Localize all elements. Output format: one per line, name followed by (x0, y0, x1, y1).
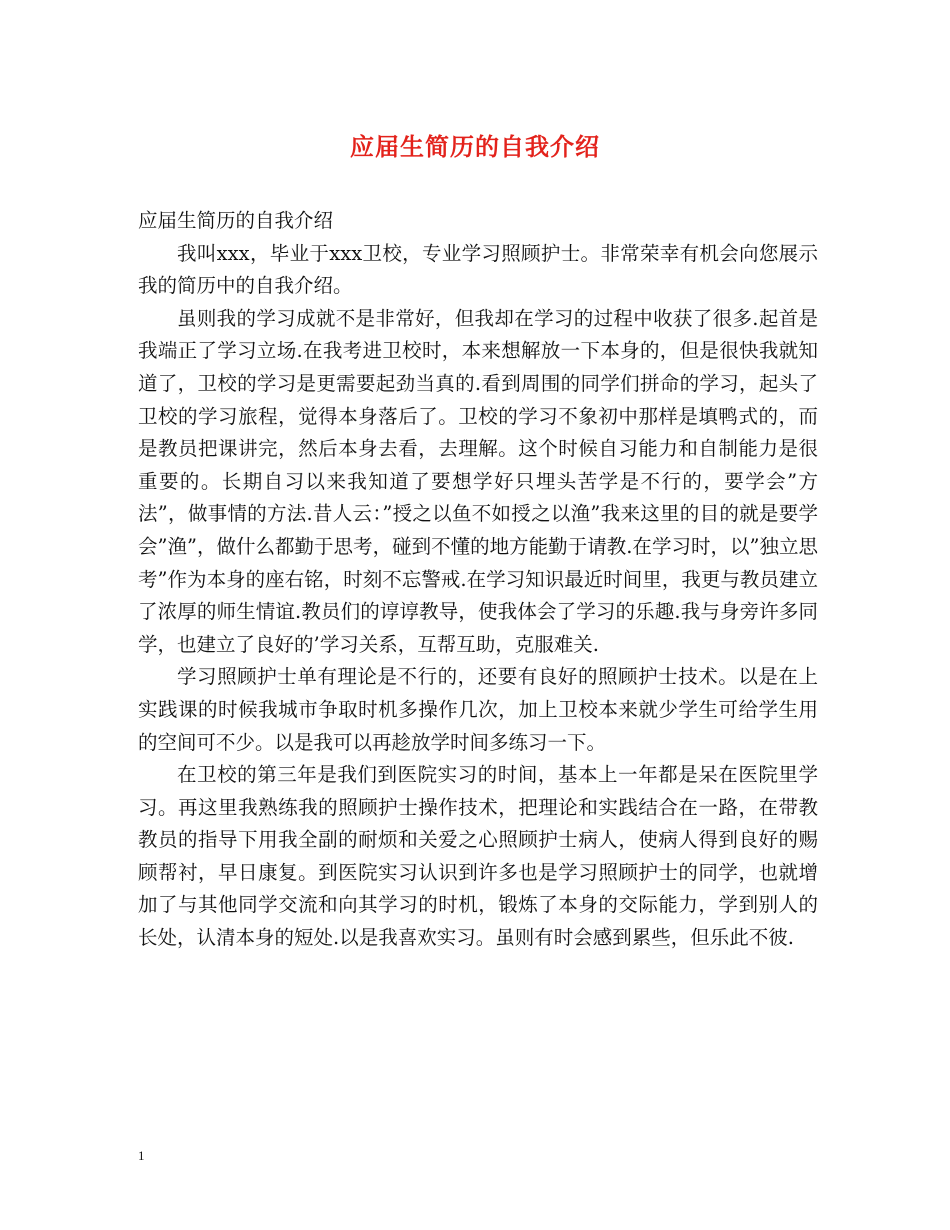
page-number: 1 (138, 1148, 145, 1163)
document-body (138, 205, 818, 955)
document-subtitle: 应届生简历的自我介绍 (138, 209, 334, 232)
paragraph-study-attitude: 虽则我的学习成就不是非常好，但我却在学习的过程中收获了很多.起首是我端正了学习立场.在我考进卫校时，本来想解放一下本身的，但是很快我就知道了，卫校的学习是更需要起劲当真的.看到周围的同学们拼命的学习，起头了卫校的学习旅程，觉得本身落后了。卫校的学习不象初中那样是填鸭式的，而是教员把课讲完，然后本身去看，去理解。这个时候自习能力和自制能力是很重要的。长期自习以来我知道了要想学好只埋头苦学是不行的，要学会”方法”，做事情的方法.昔人云：”授之以鱼不如授之以渔”我来这里的目的就是要学会”渔”，做什么都勤于思考，碰到不懂的地方能勤于请教.在学习时，以”独立思考”作为本身的座右铭，时刻不忘警戒.在学习知识最近时间里，我更与教员建立了浓厚的师生情谊.教员们的谆谆教导，使我体会了学习的乐趣.我与身旁许多同学，也建立了良好的’学习关系，互帮互助，克服难关. (138, 306, 818, 656)
paragraph-intro: 我叫xxx，毕业于xxx卫校，专业学习照顾护士。非常荣幸有机会向您展示我的简历中的自我介绍。 (138, 241, 818, 298)
page-title: 应届生简历的自我介绍 (350, 132, 600, 161)
paragraph-internship: 在卫校的第三年是我们到医院实习的时间，基本上一年都是呆在医院里学习。再这里我熟练我的照顾护士操作技术，把理论和实践结合在一路，在带教教员的指导下用我全副的耐烦和关爱之心照顾护士病人，使病人得到良好的赐顾帮衬，早日康复。到医院实习认识到许多也是学习照顾护士的同学，也就增加了与其他同学交流和向其学习的时机，锻炼了本身的交际能力，学到别人的长处，认清本身的短处.以是我喜欢实习。虽则有时会感到累些，但乐此不彼. (138, 763, 818, 950)
paragraph-practice: 学习照顾护士单有理论是不行的，还要有良好的照顾护士技术。以是在上实践课的时候我城市争取时机多操作几次，加上卫校本来就少学生可给学生用的空间可不少。以是我可以再趁放学时间多练习一下。 (138, 665, 818, 754)
